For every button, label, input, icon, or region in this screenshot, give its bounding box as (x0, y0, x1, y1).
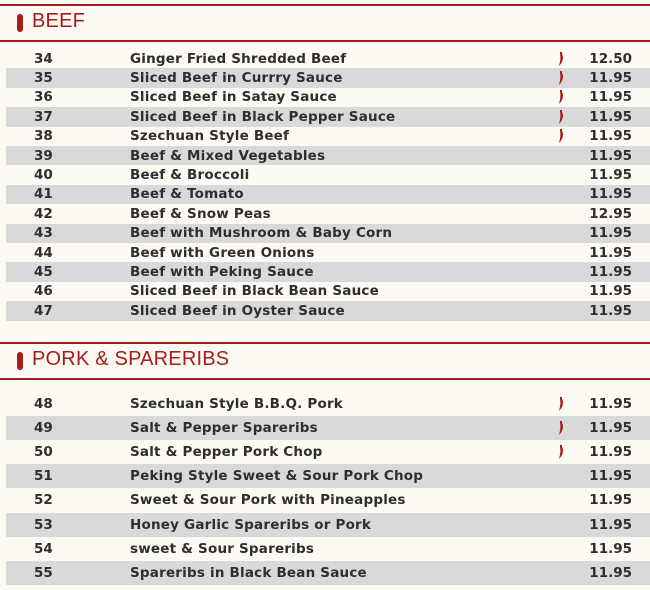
item-price: 11.95 (589, 108, 632, 125)
item-number: 46 (34, 283, 53, 300)
menu-item-row (6, 127, 650, 146)
item-name: Sliced Beef in Currry Sauce (130, 70, 343, 87)
item-number: 42 (34, 205, 53, 222)
menu-item-row (6, 282, 650, 301)
item-name: Salt & Pepper Spareribs (130, 420, 318, 437)
pork-spareribs-section (0, 342, 650, 380)
item-number: 41 (34, 186, 53, 203)
section-title: PORK & SPARERIBS (32, 348, 230, 370)
item-number: 51 (34, 468, 53, 485)
menu-item-row (6, 416, 650, 440)
item-number: 36 (34, 89, 53, 106)
item-number: 55 (34, 564, 53, 581)
item-price: 11.95 (589, 564, 632, 581)
menu-item-row (6, 204, 650, 223)
menu-item-row (6, 301, 650, 320)
item-price: 11.95 (589, 70, 632, 87)
chili-pepper-icon (557, 128, 565, 144)
menu-item-row (6, 146, 650, 165)
menu-item-row (6, 464, 650, 488)
menu-item-row (6, 488, 650, 512)
item-price: 11.95 (589, 420, 632, 437)
menu-item-row (6, 561, 650, 585)
item-price: 11.95 (589, 516, 632, 533)
item-number: 45 (34, 264, 53, 281)
item-price: 11.95 (589, 540, 632, 557)
item-name: Sliced Beef in Black Pepper Sauce (130, 108, 396, 125)
section-marker (17, 14, 23, 32)
item-number: 52 (34, 492, 53, 509)
item-name: Spareribs in Black Bean Sauce (130, 564, 367, 581)
item-price: 11.95 (589, 147, 632, 164)
section-header (0, 342, 650, 380)
item-price: 11.95 (589, 444, 632, 461)
item-name: Salt & Pepper Pork Chop (130, 444, 323, 461)
item-number: 49 (34, 420, 53, 437)
menu-item-row (6, 392, 650, 416)
item-name: sweet & Sour Spareribs (130, 540, 315, 557)
item-price: 11.95 (589, 128, 632, 145)
item-price: 11.95 (589, 283, 632, 300)
item-name: Sliced Beef in Oyster Sauce (130, 302, 345, 319)
item-name: Sliced Beef in Black Bean Sauce (130, 283, 379, 300)
menu-item-row (6, 88, 650, 107)
item-price: 11.95 (589, 492, 632, 509)
chili-pepper-icon (557, 70, 565, 86)
item-price: 11.95 (589, 468, 632, 485)
item-name: Sweet & Sour Pork with Pineapples (130, 492, 406, 509)
item-number: 34 (34, 50, 53, 67)
item-price: 11.95 (589, 396, 632, 413)
item-number: 44 (34, 244, 53, 261)
item-name: Honey Garlic Spareribs or Pork (130, 516, 372, 533)
item-price: 11.95 (589, 167, 632, 184)
section-marker (17, 352, 23, 370)
menu-item-row (6, 49, 650, 68)
item-number: 35 (34, 70, 53, 87)
item-name: Beef & Snow Peas (130, 205, 271, 222)
menu-item-row (6, 243, 650, 262)
menu-item-row (6, 513, 650, 537)
item-name: Szechuan Style Beef (130, 128, 290, 145)
item-number: 54 (34, 540, 53, 557)
item-price: 11.95 (589, 264, 632, 281)
menu-item-row (6, 185, 650, 204)
item-price: 12.50 (589, 50, 632, 67)
item-price: 11.95 (589, 302, 632, 319)
item-price: 11.95 (589, 244, 632, 261)
item-number: 38 (34, 128, 53, 145)
menu-item-row (6, 107, 650, 126)
chili-pepper-icon (557, 109, 565, 125)
item-number: 40 (34, 167, 53, 184)
menu-item-row (6, 440, 650, 464)
item-price: 12.95 (589, 205, 632, 222)
chili-pepper-icon (557, 51, 565, 67)
item-name: Peking Style Sweet & Sour Pork Chop (130, 468, 424, 485)
item-name: Sliced Beef in Satay Sauce (130, 89, 337, 106)
chili-pepper-icon (557, 444, 565, 460)
item-number: 43 (34, 225, 53, 242)
item-number: 47 (34, 302, 53, 319)
menu-item-row (6, 165, 650, 184)
menu-item-row (6, 68, 650, 87)
item-number: 37 (34, 108, 53, 125)
section-title: BEEF (32, 10, 86, 32)
item-name: Beef with Peking Sauce (130, 264, 314, 281)
item-name: Beef with Green Onions (130, 244, 315, 261)
item-number: 53 (34, 516, 53, 533)
menu-item-row (6, 224, 650, 243)
item-name: Beef & Broccoli (130, 167, 250, 184)
item-price: 11.95 (589, 225, 632, 242)
item-name: Beef with Mushroom & Baby Corn (130, 225, 393, 242)
item-number: 39 (34, 147, 53, 164)
beef-section (0, 4, 650, 42)
item-name: Beef & Mixed Vegetables (130, 147, 326, 164)
item-name: Beef & Tomato (130, 186, 244, 203)
item-number: 48 (34, 396, 53, 413)
item-name: Ginger Fried Shredded Beef (130, 50, 347, 67)
item-number: 50 (34, 444, 53, 461)
item-price: 11.95 (589, 89, 632, 106)
item-price: 11.95 (589, 186, 632, 203)
chili-pepper-icon (557, 420, 565, 436)
menu-item-row (6, 262, 650, 281)
chili-pepper-icon (557, 396, 565, 412)
section-header (0, 4, 650, 42)
chili-pepper-icon (557, 89, 565, 105)
item-name: Szechuan Style B.B.Q. Pork (130, 396, 343, 413)
menu-item-row (6, 537, 650, 561)
